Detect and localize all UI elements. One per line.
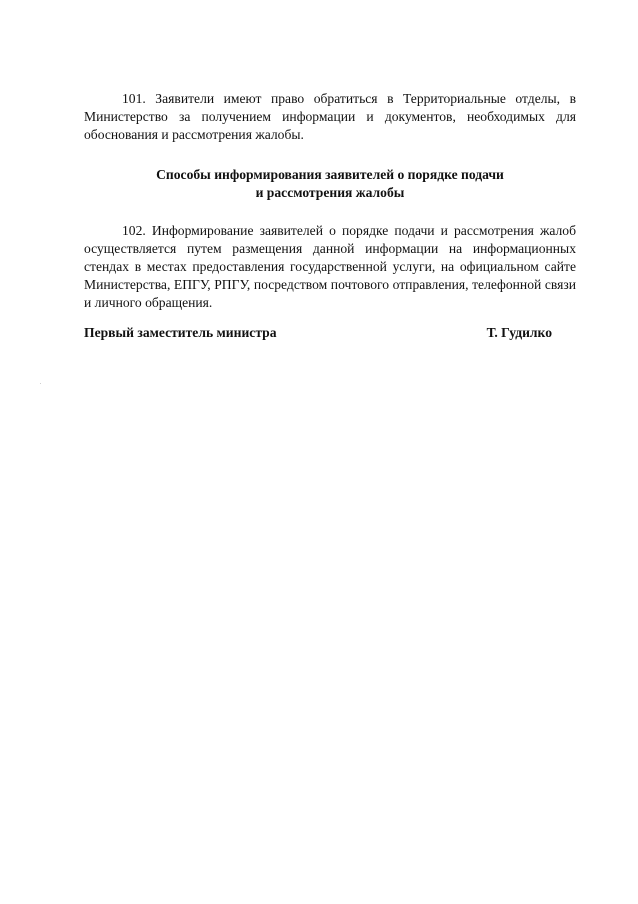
section-heading-line-2: и рассмотрения жалобы: [255, 185, 405, 200]
document-body: [84, 90, 576, 312]
paragraph-101: 101. Заявители имеют право обратиться в Территориальные отделы, в Министерство за получением информации и документов, необходимых для обоснования и рассмотрения жалобы.: [84, 91, 576, 142]
paragraph-102: 102. Информирование заявителей о порядке подачи и рассмотрения жалоб осуществляется путем размещения данной информации на информационных стендах в местах предоставления государственной услуги, на официальном сайте Министерства, ЕПГУ, РПГУ, посредством почтового отправления, телефонной связи и личного обращения.: [84, 223, 576, 310]
scan-speck: [40, 383, 41, 384]
signatory-position: Первый заместитель министра: [84, 325, 277, 340]
signatory-name: Т. Гудилко: [486, 325, 552, 340]
section-heading: [84, 166, 576, 202]
section-heading-line-1: Способы информирования заявителей о порядке подачи: [156, 167, 504, 182]
